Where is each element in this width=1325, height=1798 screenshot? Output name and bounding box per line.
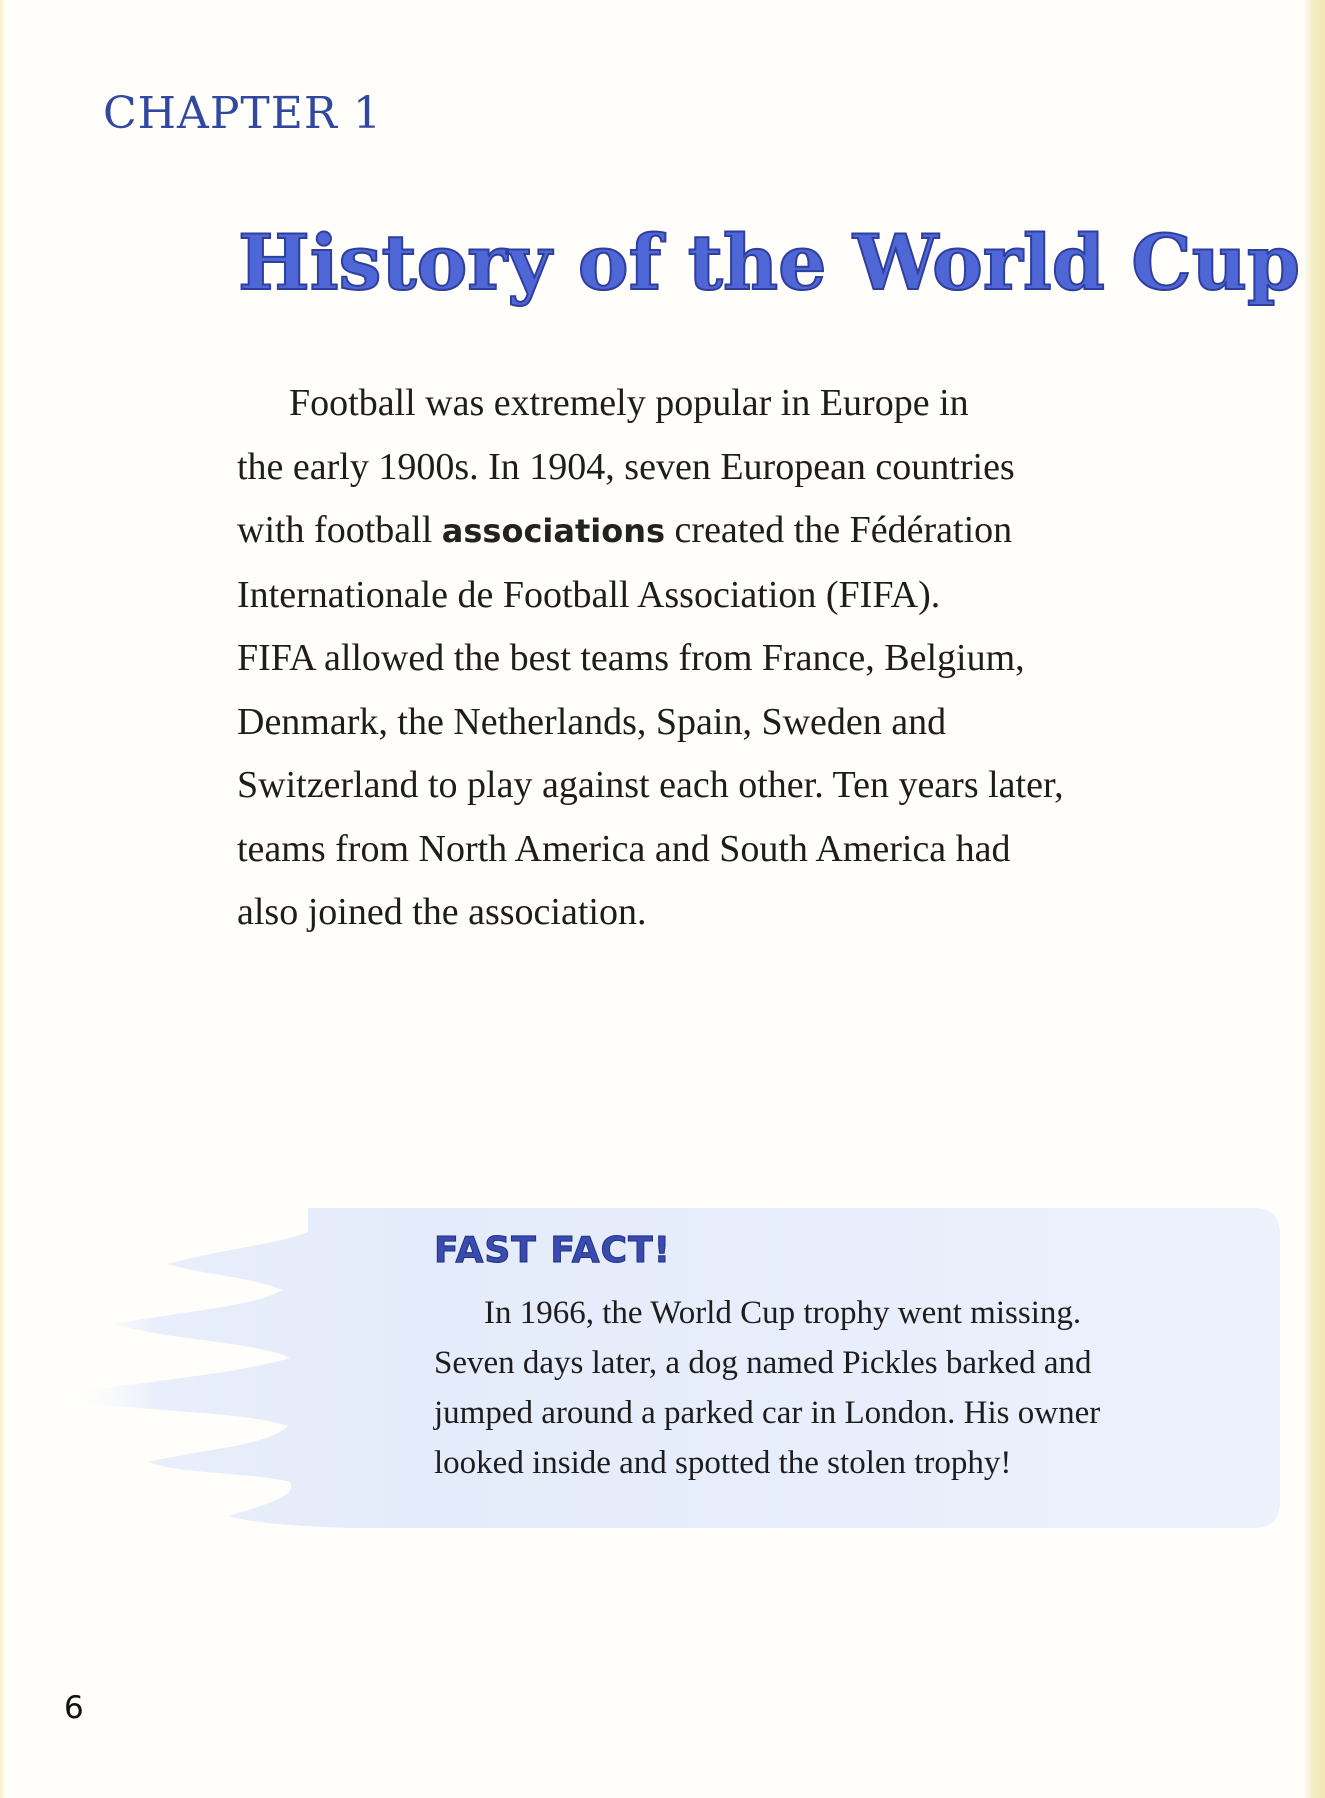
fast-fact-box — [58, 1200, 1280, 1530]
body-line: the early 1900s. In 1904, seven European countries — [237, 445, 1015, 488]
body-paragraph — [237, 372, 1197, 945]
glossary-term-associations: associations — [441, 512, 666, 550]
fast-fact-heading: FAST FACT! — [434, 1230, 672, 1271]
fact-line: looked inside and spotted the stolen trophy! — [434, 1445, 1012, 1481]
page-edge-right — [1303, 0, 1325, 1798]
body-line: Internationale de Football Association (FIFA). — [237, 573, 941, 616]
body-line: FIFA allowed the best teams from France, Belgium, — [237, 637, 1025, 679]
body-line: also joined the association. — [237, 891, 647, 933]
body-text-segment: created the Fédération — [665, 509, 1013, 551]
chapter-label: CHAPTER 1 — [103, 88, 382, 139]
page-edge-left — [0, 0, 6, 1798]
page-number: 6 — [64, 1690, 84, 1726]
body-line: Denmark, the Netherlands, Spain, Sweden and — [237, 700, 947, 743]
body-line: Switzerland to play against each other. Ten years later, — [237, 764, 1064, 806]
body-text-segment: with football — [237, 509, 442, 551]
fact-line: In 1966, the World Cup trophy went missing. — [484, 1295, 1082, 1331]
fact-line: Seven days later, a dog named Pickles barked and — [434, 1345, 1092, 1381]
body-line: Football was extremely popular in Europe in — [289, 382, 969, 424]
body-line: teams from North America and South America had — [237, 827, 1011, 870]
fast-fact-text — [434, 1288, 1254, 1488]
body-line — [237, 499, 1197, 564]
page-title: History of the World Cup — [238, 218, 1301, 307]
fact-line: jumped around a parked car in London. His owner — [434, 1395, 1101, 1431]
